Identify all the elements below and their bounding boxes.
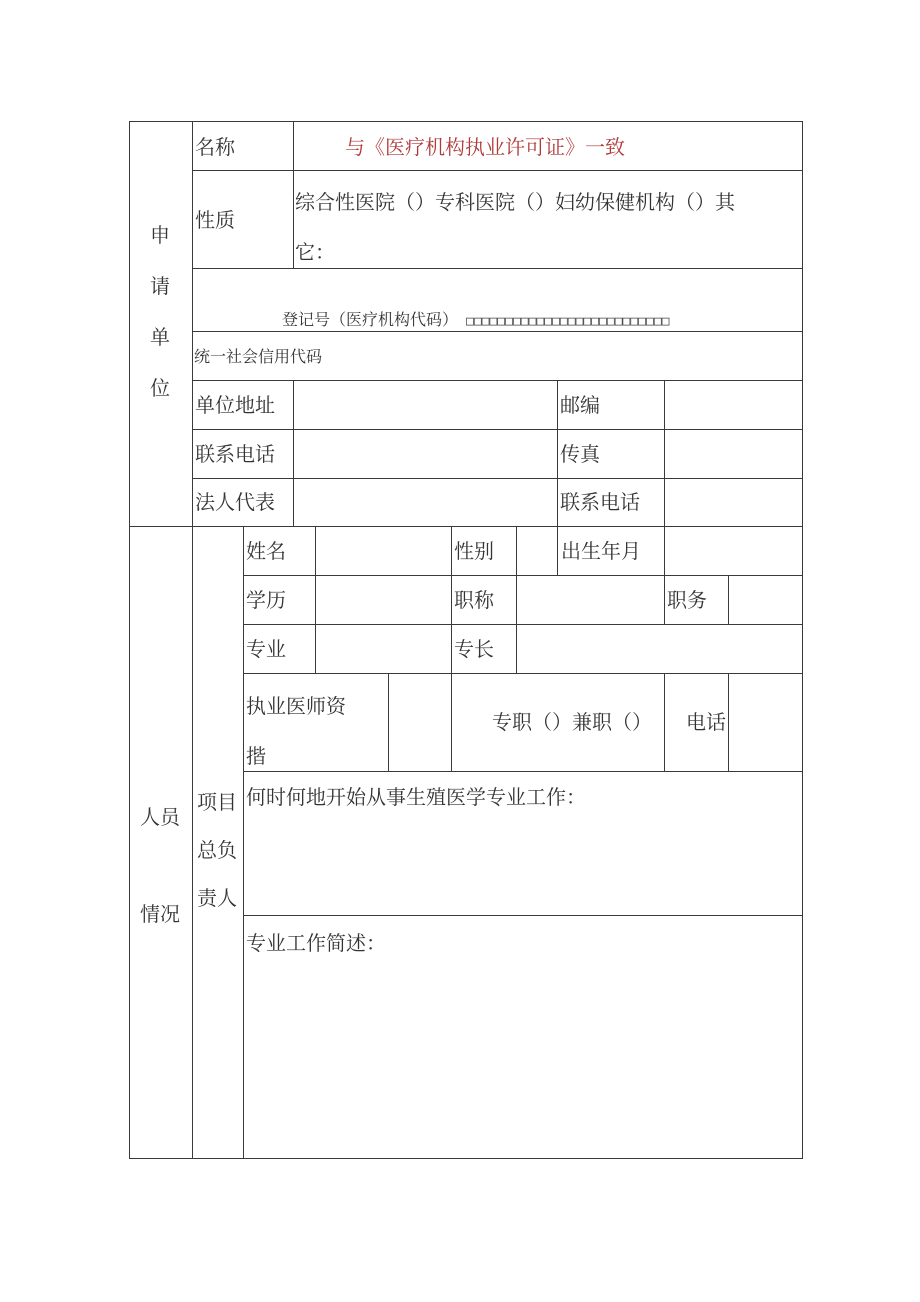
physician-qual-label-1: 执业医师资 xyxy=(246,694,346,718)
col-divider xyxy=(243,526,244,1159)
row-divider xyxy=(243,575,803,576)
legal-rep-label: 法人代表 xyxy=(195,490,275,514)
row-divider xyxy=(192,429,803,430)
border-bottom xyxy=(129,1158,803,1159)
start-work-label: 何时何地开始从事生殖医学专业工作： xyxy=(246,785,586,809)
col-divider xyxy=(293,380,294,526)
work-summary-label: 专业工作简述： xyxy=(246,931,386,955)
row-divider xyxy=(192,170,803,171)
row-divider xyxy=(243,915,803,916)
personnel-label-top: 人员 xyxy=(140,805,180,829)
col-divider xyxy=(664,673,665,771)
row-divider xyxy=(243,771,803,772)
leader-phone-label: 电话 xyxy=(686,710,726,734)
address-label: 单位地址 xyxy=(195,393,275,417)
col-divider xyxy=(664,526,665,575)
section-divider xyxy=(129,526,803,527)
col-divider xyxy=(315,526,316,673)
gender-label: 性别 xyxy=(454,539,494,563)
specialty-label: 专长 xyxy=(454,637,494,661)
col-divider xyxy=(664,380,665,526)
col-divider xyxy=(557,526,558,575)
col-divider xyxy=(516,526,517,673)
leader-label-1: 项目 xyxy=(197,790,237,814)
registration-label: 登记号（医疗机构代码） xyxy=(282,310,459,329)
col-divider xyxy=(293,121,294,268)
birth-label: 出生年月 xyxy=(561,539,641,563)
row-divider xyxy=(192,478,803,479)
border-right xyxy=(802,121,803,1159)
row-divider xyxy=(243,624,803,625)
nature-label: 性质 xyxy=(195,208,235,232)
employment-type[interactable]: 专职（）兼职（） xyxy=(492,710,652,734)
col-divider xyxy=(451,526,452,771)
col-divider xyxy=(192,121,193,1159)
col-divider xyxy=(728,575,729,624)
fax-label: 传真 xyxy=(560,442,600,466)
col-divider xyxy=(557,380,558,526)
position-label: 职务 xyxy=(667,588,707,612)
physician-qual-label-2: 揩 xyxy=(246,744,266,768)
name-value[interactable]: 与《医疗机构执业许可证》一致 xyxy=(345,135,625,159)
title-label: 职称 xyxy=(454,588,494,612)
border-left xyxy=(129,121,130,1159)
leader-label-2: 总负 xyxy=(197,838,237,862)
col-divider xyxy=(728,673,729,771)
credit-code-label: 统一社会信用代码 xyxy=(194,347,323,366)
education-label: 学历 xyxy=(246,588,286,612)
border-top xyxy=(129,121,803,122)
personnel-label-bottom: 情况 xyxy=(140,902,180,926)
col-divider xyxy=(664,575,665,624)
contact-phone-label: 联系电话 xyxy=(560,490,640,514)
postcode-label: 邮编 xyxy=(560,393,600,417)
registration-code-boxes[interactable]: □□□□□□□□□□□□□□□□□□□□□□□□□□ xyxy=(466,314,670,329)
col-divider xyxy=(388,673,389,771)
row-divider xyxy=(243,673,803,674)
leader-name-label: 姓名 xyxy=(246,539,286,563)
row-divider xyxy=(192,268,803,269)
leader-label-3: 责人 xyxy=(197,886,237,910)
row-divider xyxy=(192,380,803,381)
applicant-section-label: 申请单位 xyxy=(150,223,170,400)
name-label: 名称 xyxy=(195,135,235,159)
phone-label: 联系电话 xyxy=(195,442,275,466)
nature-options-line2: 它： xyxy=(295,240,335,264)
major-label: 专业 xyxy=(246,637,286,661)
nature-options-line1[interactable]: 综合性医院（）专科医院（）妇幼保健机构（）其 xyxy=(295,190,735,214)
